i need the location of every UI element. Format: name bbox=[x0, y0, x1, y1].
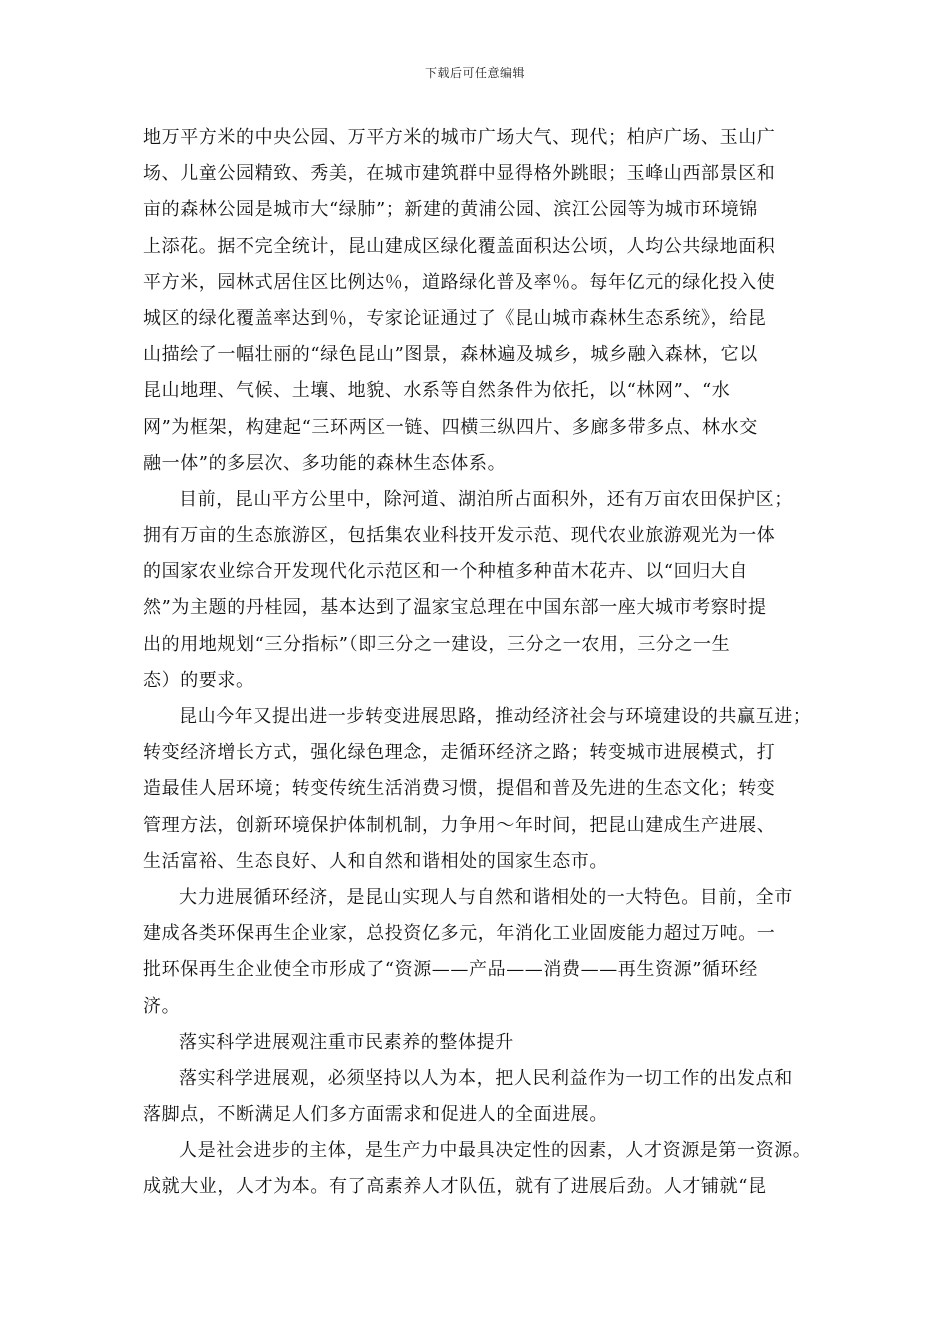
text-line: 的国家农业综合开发现代化示范区和一个种植多种苗木花卉、以“回归大自 bbox=[143, 561, 748, 583]
text-line: 生活富裕、生态良好、人和自然和谐相处的国家生态市。 bbox=[143, 850, 608, 872]
text-line: 场、儿童公园精致、秀美，在城市建筑群中显得格外跳眼；玉峰山西部景区和 bbox=[143, 163, 776, 185]
text-line: 转变经济增长方式，强化绿色理念，走循环经济之路；转变城市进展模式，打 bbox=[143, 742, 776, 764]
text-line: 山描绘了一幅壮丽的“绿色昆山”图景，森林遍及城乡，城乡融入森林，它以 bbox=[143, 344, 758, 366]
text-line: 上添花。据不完全统计，昆山建成区绿化覆盖面积达公顷，人均公共绿地面积 bbox=[143, 235, 776, 257]
text-line: 拥有万亩的生态旅游区，包括集农业科技开发示范、现代农业旅游观光为一体 bbox=[143, 525, 776, 547]
text-line: 昆山今年又提出进一步转变进展思路，推动经济社会与环境建设的共赢互进； bbox=[179, 706, 811, 727]
text-line: 昆山地理、气候、土壤、地貌、水系等自然条件为依托，以“林网”、“水 bbox=[143, 380, 731, 402]
text-line: 落脚点，不断满足人们多方面需求和促进人的全面进展。 bbox=[143, 1104, 608, 1126]
text-line: 管理方法，创新环境保护体制机制，力争用～年时间，把昆山建成生产进展、 bbox=[143, 814, 776, 836]
text-line: 建成各类环保再生企业家，总投资亿多元，年消化工业固废能力超过万吨。一 bbox=[143, 923, 776, 945]
header-note: 下载后可任意编辑 bbox=[424, 66, 525, 80]
text-line: 批环保再生企业使全市形成了“资源——产品——消费——再生资源”循环经 bbox=[143, 959, 758, 981]
text-line: 人是社会进步的主体，是生产力中最具决定性的因素，人才资源是第一资源。 bbox=[179, 1140, 811, 1162]
text-line: 济。 bbox=[143, 995, 181, 1017]
text-line: 城区的绿化覆盖率达到％，专家论证通过了《昆山城市森林生态系统》，给昆 bbox=[143, 307, 767, 329]
text-line: 地万平方米的中央公园、万平方米的城市广场大气、现代；柏庐广场、玉山广 bbox=[143, 127, 776, 148]
text-line: 落实科学进展观，必须坚持以人为本，把人民利益作为一切工作的出发点和 bbox=[179, 1067, 793, 1089]
text-line: 造最佳人居环境；转变传统生活消费习惯，提倡和普及先进的生态文化；转变 bbox=[143, 778, 776, 800]
text-line: 大力进展循环经济，是昆山实现人与自然和谐相处的一大特色。目前，全市 bbox=[179, 886, 793, 908]
text-line: 出的用地规划“三分指标”（即三分之一建设，三分之一农用，三分之一生 bbox=[143, 633, 731, 655]
text-line: 网”为框架，构建起“三环两区一链、四横三纵四片、多廊多带多点、林水交 bbox=[143, 416, 758, 438]
body-text bbox=[143, 120, 811, 1206]
text-line: 态）的要求。 bbox=[143, 669, 255, 691]
text-line: 然”为主题的丹桂园，基本达到了温家宝总理在中国东部一座大城市考察时提 bbox=[143, 597, 767, 619]
text-line: 成就大业，人才为本。有了高素养人才队伍，就有了进展后劲。人才铺就“昆 bbox=[143, 1176, 767, 1198]
text-line: 平方米，园林式居住区比例达％，道路绿化普及率％。每年亿元的绿化投入使 bbox=[143, 271, 776, 293]
text-line: 目前，昆山平方公里中，除河道、湖泊所占面积外，还有万亩农田保护区； bbox=[179, 488, 793, 510]
text-line: 落实科学进展观注重市民素养的整体提升 bbox=[179, 1031, 514, 1053]
text-line: 融一体”的多层次、多功能的森林生态体系。 bbox=[143, 452, 507, 474]
text-line: 亩的森林公园是城市大“绿肺”；新建的黄浦公园、滨江公园等为城市环境锦 bbox=[143, 199, 758, 221]
